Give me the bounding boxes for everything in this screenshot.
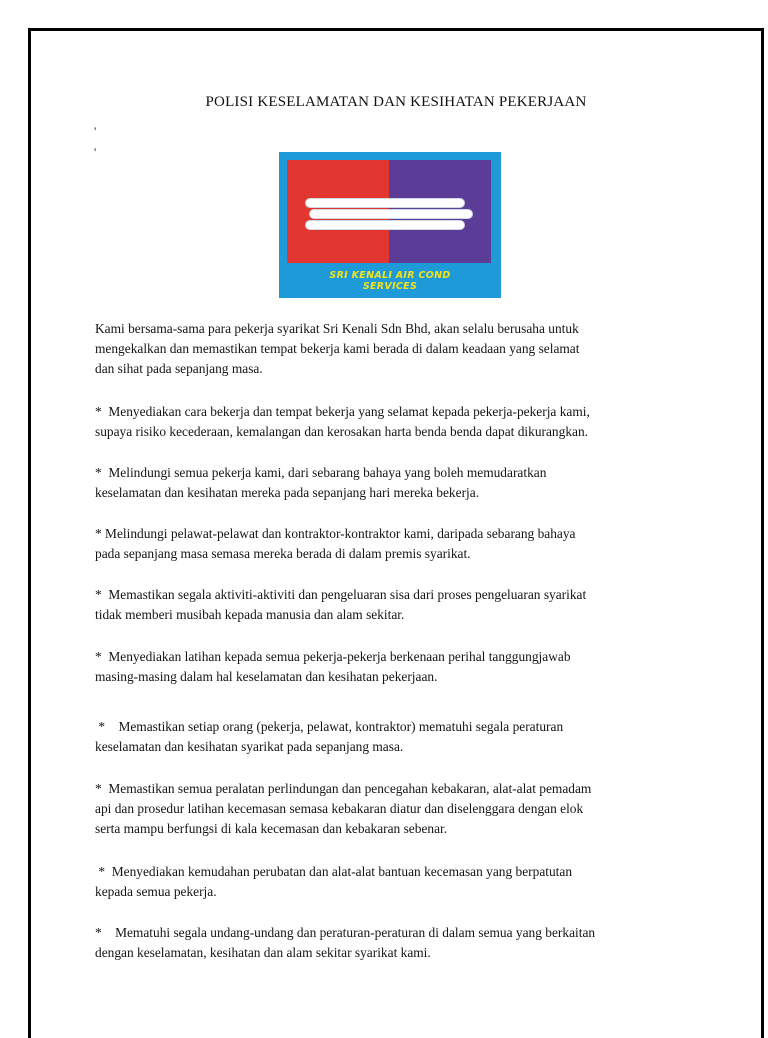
text-line: * Mematuhi segala undang-undang dan peraturan-peraturan di dalam semua yang berkaitan [95,925,596,940]
text-line: serta mampu berfungsi di kala kecemasan dan kebakaran sebenar. [95,821,448,836]
text-line: mengekalkan dan memastikan tempat bekerja kami berada di dalam keadaan yang selamat [95,341,580,356]
text-line: Kami bersama-sama para pekerja syarikat Sri Kenali Sdn Bhd, akan selalu berusaha untuk [95,321,579,336]
policy-item [95,647,715,687]
text-line: keselamatan dan kesihatan mereka pada sepanjang hari mereka bekerja. [95,485,480,500]
logo-stripe [305,198,465,208]
policy-item [95,717,715,757]
policy-item [95,923,715,963]
policy-intro [95,319,715,379]
text-line: keselamatan dan kesihatan syarikat pada sepanjang masa. [95,739,404,754]
text-line: * Memastikan segala aktiviti-aktiviti dan pengeluaran sisa dari proses pengeluaran syarikat [95,587,587,602]
text-line: tidak memberi musibah kepada manusia dan alam sekitar. [95,607,405,622]
text-line: * Menyediakan latihan kepada semua pekerja-pekerja berkenaan perihal tanggungjawab [95,649,571,664]
logo-stripe [309,209,473,219]
policy-item [95,585,715,625]
text-line: * Melindungi pelawat-pelawat dan kontraktor-kontraktor kami, daripada sebarang bahaya [95,526,576,541]
document-page [28,28,764,1038]
text-line: masing-masing dalam hal keselamatan dan kesihatan pekerjaan. [95,669,438,684]
policy-item [95,463,715,503]
text-line: * Memastikan setiap orang (pekerja, pelawat, kontraktor) mematuhi segala peraturan [95,719,564,734]
policy-item [95,862,715,902]
company-logo [279,152,501,298]
logo-caption-line2: SERVICES [362,281,418,292]
text-line: pada sepanjang masa semasa mereka berada di dalam premis syarikat. [95,546,471,561]
text-line: * Menyediakan kemudahan perubatan dan alat-alat bantuan kecemasan yang berpatutan [95,864,573,879]
text-line: dan sihat pada sepanjang masa. [95,361,263,376]
text-line: * Memastikan semua peralatan perlindungan dan pencegahan kebakaran, alat-alat pemadam [95,781,592,796]
tick-mark: ' [94,145,97,159]
text-line: * Melindungi semua pekerja kami, dari sebarang bahaya yang boleh memudaratkan [95,465,547,480]
text-line: api dan prosedur latihan kecemasan semasa kebakaran diatur dan diselenggara dengan elok [95,801,584,816]
text-line: kepada semua pekerja. [95,884,217,899]
tick-mark: ' [94,124,97,138]
logo-caption-line1: SRI KENALI AIR COND [329,270,451,281]
logo-stripe [305,220,465,230]
policy-item [95,524,715,564]
policy-item [95,402,715,442]
text-line: dengan keselamatan, kesihatan dan alam sekitar syarikat kami. [95,945,431,960]
document-title: POLISI KESELAMATAN DAN KESIHATAN PEKERJAAN [205,94,587,110]
text-line: * Menyediakan cara bekerja dan tempat bekerja yang selamat kepada pekerja-pekerja kami, [95,404,590,419]
policy-item [95,779,715,839]
text-line: supaya risiko kecederaan, kemalangan dan kerosakan harta benda benda dapat dikurangkan. [95,424,589,439]
